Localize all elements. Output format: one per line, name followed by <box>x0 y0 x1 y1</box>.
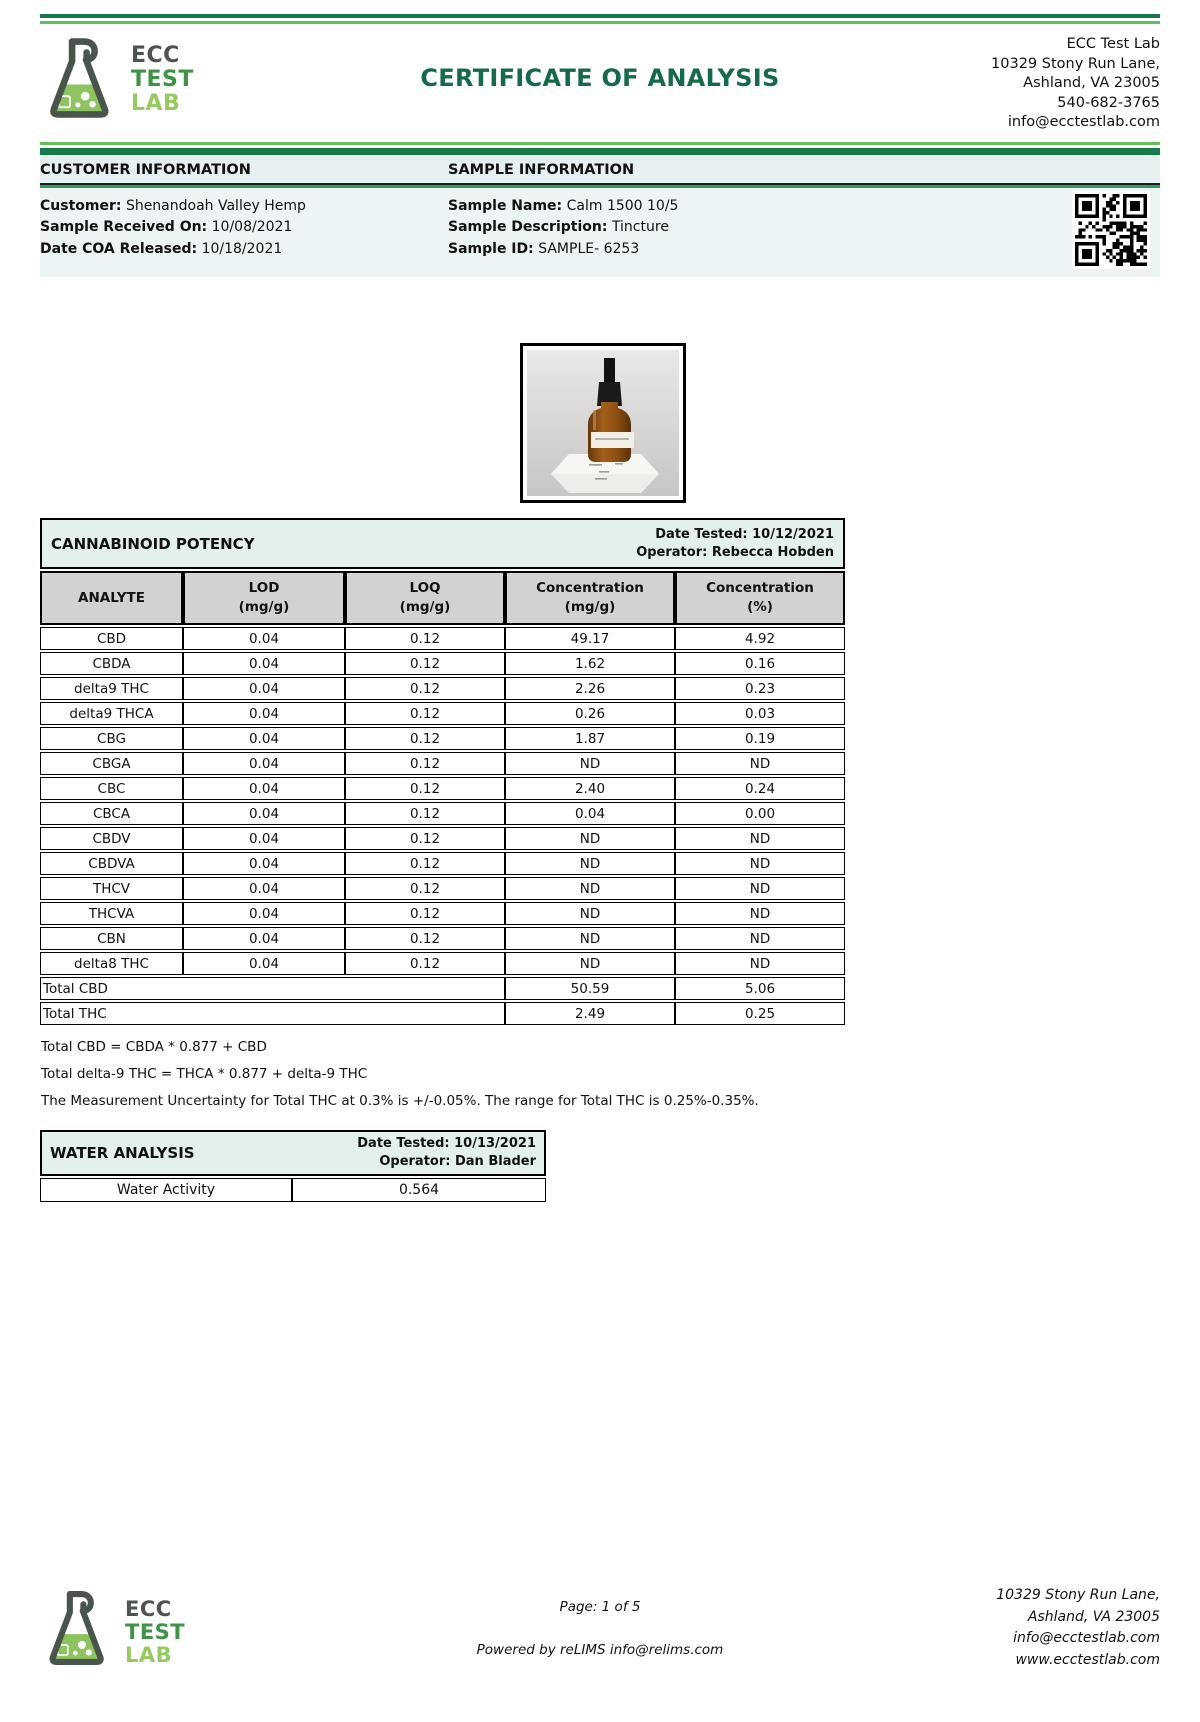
field-label: Sample Received On: <box>40 219 208 235</box>
analyte-name: CBG <box>40 727 183 750</box>
analyte-value: ND <box>675 927 845 950</box>
divider <box>40 14 1160 18</box>
analyte-value: 0.12 <box>345 727 505 750</box>
sample-field <box>448 196 1160 218</box>
qr-code <box>1072 191 1150 269</box>
analyte-value: 0.12 <box>345 827 505 850</box>
footer <box>40 1584 1160 1672</box>
analyte-name: CBDV <box>40 827 183 850</box>
potency-section <box>40 518 845 1115</box>
analyte-value: 0.04 <box>183 902 345 925</box>
analyte-value: 0.26 <box>505 702 675 725</box>
info-headings-row <box>40 155 1160 185</box>
analyte-name: CBGA <box>40 752 183 775</box>
potency-row <box>40 627 845 650</box>
analyte-value: ND <box>505 877 675 900</box>
water-header-bar <box>40 1130 546 1176</box>
analyte-name: CBN <box>40 927 183 950</box>
address-line: Ashland, VA 23005 <box>1023 75 1160 91</box>
field-value: Shenandoah Valley Hemp <box>125 197 306 214</box>
potency-header-bar <box>40 518 845 569</box>
field-value: Calm 1500 10/5 <box>566 197 679 214</box>
analyte-value: 0.24 <box>675 777 845 800</box>
potency-row <box>40 777 845 800</box>
col-analyte: ANALYTE <box>40 571 183 625</box>
analyte-name: delta9 THC <box>40 677 183 700</box>
address-line: Ashland, VA 23005 <box>1027 1608 1160 1625</box>
analyte-value: 0.19 <box>675 727 845 750</box>
potency-row <box>40 652 845 675</box>
total-thc-row <box>40 1002 845 1025</box>
divider <box>40 142 1160 145</box>
footnote: Total CBD = CBDA * 0.877 + CBD <box>41 1039 267 1055</box>
logo-line-lab: LAB <box>131 91 181 116</box>
analyte-name: CBD <box>40 627 183 650</box>
flask-icon <box>40 1584 120 1672</box>
address-line: 540-682-3765 <box>1057 94 1160 111</box>
analyte-value: ND <box>505 752 675 775</box>
logo-line-ecc: ECC <box>125 1597 172 1621</box>
potency-row <box>40 927 845 950</box>
analyte-value: ND <box>675 852 845 875</box>
analyte-value: 0.04 <box>183 777 345 800</box>
sample-info-fields <box>448 196 1160 261</box>
analyte-value: 0.00 <box>675 802 845 825</box>
field-value: SAMPLE- 6253 <box>538 240 640 257</box>
analyte-value: 0.04 <box>183 852 345 875</box>
analyte-value: 1.62 <box>505 652 675 675</box>
address-line: info@ecctestlab.com <box>1007 114 1160 130</box>
total-value-pct: 5.06 <box>675 977 845 1000</box>
water-meta <box>357 1135 536 1171</box>
analyte-value: 2.26 <box>505 677 675 700</box>
analyte-value: ND <box>675 902 845 925</box>
field-label: Customer: <box>40 197 122 214</box>
analyte-value: 0.04 <box>183 677 345 700</box>
analyte-value: 0.04 <box>505 802 675 825</box>
logo-line-lab: LAB <box>125 1643 173 1667</box>
total-cbd-row <box>40 977 845 1000</box>
info-section <box>40 155 1160 278</box>
customer-info-fields <box>40 196 448 261</box>
header <box>40 32 1160 133</box>
address-line: 10329 Stony Run Lane, <box>991 55 1160 72</box>
customer-field <box>40 239 448 261</box>
sample-field <box>448 239 1160 261</box>
col-loq: LOQ (mg/g) <box>345 571 505 625</box>
tincture-bottle-image <box>527 350 679 496</box>
footnote: The Measurement Uncertainty for Total THC at 0.3% is +/-0.05%. The range for Total THC is 0.25%-0.35%. <box>41 1093 759 1109</box>
total-label: Total THC <box>40 1002 505 1025</box>
lab-address-footer <box>840 1585 1160 1671</box>
total-label: Total CBD <box>40 977 505 1000</box>
analyte-value: 0.04 <box>183 727 345 750</box>
lab-logo-footer <box>40 1584 360 1672</box>
field-label: Sample Description: <box>448 219 608 235</box>
field-label: Sample Name: <box>448 197 563 214</box>
analyte-value: 0.16 <box>675 652 845 675</box>
total-value-pct: 0.25 <box>675 1002 845 1025</box>
analyte-value: ND <box>675 827 845 850</box>
lab-address-header <box>860 35 1160 133</box>
analyte-name: CBC <box>40 777 183 800</box>
col-concentration-mg: Concentration (mg/g) <box>505 571 675 625</box>
analyte-value: 0.04 <box>183 702 345 725</box>
water-date-tested: Date Tested: 10/13/2021 <box>357 1136 536 1151</box>
analyte-name: CBDA <box>40 652 183 675</box>
analyte-value: 2.40 <box>505 777 675 800</box>
analyte-value: 0.04 <box>183 752 345 775</box>
analyte-value: 0.12 <box>345 752 505 775</box>
analyte-value: 0.12 <box>345 802 505 825</box>
potency-row <box>40 752 845 775</box>
water-operator: Operator: Dan Blader <box>379 1154 536 1169</box>
divider <box>40 148 1160 155</box>
analyte-value: ND <box>675 877 845 900</box>
analyte-value: 0.12 <box>345 952 505 975</box>
analyte-value: 4.92 <box>675 627 845 650</box>
col-concentration-pct: Concentration (%) <box>675 571 845 625</box>
customer-info-heading: CUSTOMER INFORMATION <box>40 161 251 178</box>
water-row <box>40 1178 546 1202</box>
page-number: Page: 1 of 5 <box>559 1598 641 1615</box>
analyte-name: THCV <box>40 877 183 900</box>
analyte-name: CBDVA <box>40 852 183 875</box>
sample-field <box>448 217 1160 239</box>
potency-row <box>40 952 845 975</box>
analyte-value: 0.12 <box>345 677 505 700</box>
customer-field <box>40 196 448 218</box>
analyte-value: ND <box>675 952 845 975</box>
potency-footnotes <box>40 1034 845 1115</box>
analyte-name: delta9 THCA <box>40 702 183 725</box>
analyte-value: 0.04 <box>183 927 345 950</box>
analyte-value: 0.04 <box>183 802 345 825</box>
powered-by: Powered by reLIMS info@relims.com <box>476 1641 724 1658</box>
water-value: 0.564 <box>292 1178 546 1202</box>
analyte-value: 49.17 <box>505 627 675 650</box>
analyte-value: 0.04 <box>183 652 345 675</box>
col-lod: LOD (mg/g) <box>183 571 345 625</box>
analyte-value: 0.12 <box>345 852 505 875</box>
analyte-value: 0.12 <box>345 877 505 900</box>
address-line: ECC Test Lab <box>1066 36 1160 52</box>
potency-row <box>40 877 845 900</box>
analyte-value: 0.12 <box>345 927 505 950</box>
analyte-value: 0.12 <box>345 702 505 725</box>
sample-info-heading: SAMPLE INFORMATION <box>448 161 635 178</box>
analyte-value: ND <box>505 952 675 975</box>
potency-date-tested: Date Tested: 10/12/2021 <box>655 526 834 542</box>
logo-line-test: TEST <box>125 1620 186 1644</box>
analyte-value: 0.12 <box>345 777 505 800</box>
potency-row <box>40 727 845 750</box>
field-label: Date COA Released: <box>40 240 198 257</box>
potency-heading: CANNABINOID POTENCY <box>51 534 255 553</box>
analyte-value: 0.04 <box>183 627 345 650</box>
analyte-value: ND <box>675 752 845 775</box>
logo-line-test: TEST <box>131 67 194 92</box>
potency-header-row <box>40 571 845 625</box>
qr-code-image <box>1075 194 1147 266</box>
field-value: Tincture <box>611 219 669 235</box>
analyte-value: 0.04 <box>183 952 345 975</box>
analyte-value: 0.03 <box>675 702 845 725</box>
analyte-value: 0.12 <box>345 627 505 650</box>
footer-center <box>360 1599 840 1658</box>
water-section <box>40 1130 546 1204</box>
water-analyte: Water Activity <box>40 1178 292 1202</box>
field-value: 10/18/2021 <box>201 240 283 257</box>
logo-wordmark <box>131 44 194 116</box>
analyte-value: 1.87 <box>505 727 675 750</box>
total-value-mg: 50.59 <box>505 977 675 1000</box>
footnote: Total delta-9 THC = THCA * 0.877 + delta-9 THC <box>41 1066 368 1082</box>
potency-operator: Operator: Rebecca Hobden <box>636 544 834 560</box>
potency-row <box>40 802 845 825</box>
water-heading: WATER ANALYSIS <box>50 1144 195 1162</box>
analyte-value: 0.04 <box>183 877 345 900</box>
flask-icon <box>40 32 126 124</box>
address-line: 10329 Stony Run Lane, <box>996 1587 1160 1603</box>
potency-meta <box>636 526 834 562</box>
analyte-value: ND <box>505 902 675 925</box>
water-table <box>40 1176 546 1204</box>
potency-table <box>40 569 845 1027</box>
analyte-value: 0.12 <box>345 902 505 925</box>
analyte-value: 0.23 <box>675 677 845 700</box>
logo-wordmark <box>125 1598 185 1667</box>
analyte-name: CBCA <box>40 802 183 825</box>
total-value-mg: 2.49 <box>505 1002 675 1025</box>
potency-row <box>40 827 845 850</box>
divider <box>40 21 1160 24</box>
analyte-value: 0.12 <box>345 652 505 675</box>
analyte-name: THCVA <box>40 902 183 925</box>
page-title: CERTIFICATE OF ANALYSIS <box>420 64 780 92</box>
lab-logo <box>40 32 340 133</box>
analyte-value: ND <box>505 827 675 850</box>
potency-totals <box>40 977 845 1025</box>
analyte-value: ND <box>505 927 675 950</box>
address-line: info@ecctestlab.com <box>1013 1630 1160 1646</box>
potency-row <box>40 702 845 725</box>
address-line: www.ecctestlab.com <box>1015 1651 1160 1668</box>
analyte-value: 0.04 <box>183 827 345 850</box>
field-value: 10/08/2021 <box>211 219 293 235</box>
potency-row <box>40 677 845 700</box>
potency-row <box>40 902 845 925</box>
potency-table-body <box>40 627 845 975</box>
field-label: Sample ID: <box>448 240 534 257</box>
logo-line-ecc: ECC <box>131 43 180 68</box>
potency-row <box>40 852 845 875</box>
analyte-name: delta8 THC <box>40 952 183 975</box>
analyte-value: ND <box>505 852 675 875</box>
product-photo <box>520 343 686 503</box>
info-fields <box>40 188 1160 278</box>
customer-field <box>40 217 448 239</box>
